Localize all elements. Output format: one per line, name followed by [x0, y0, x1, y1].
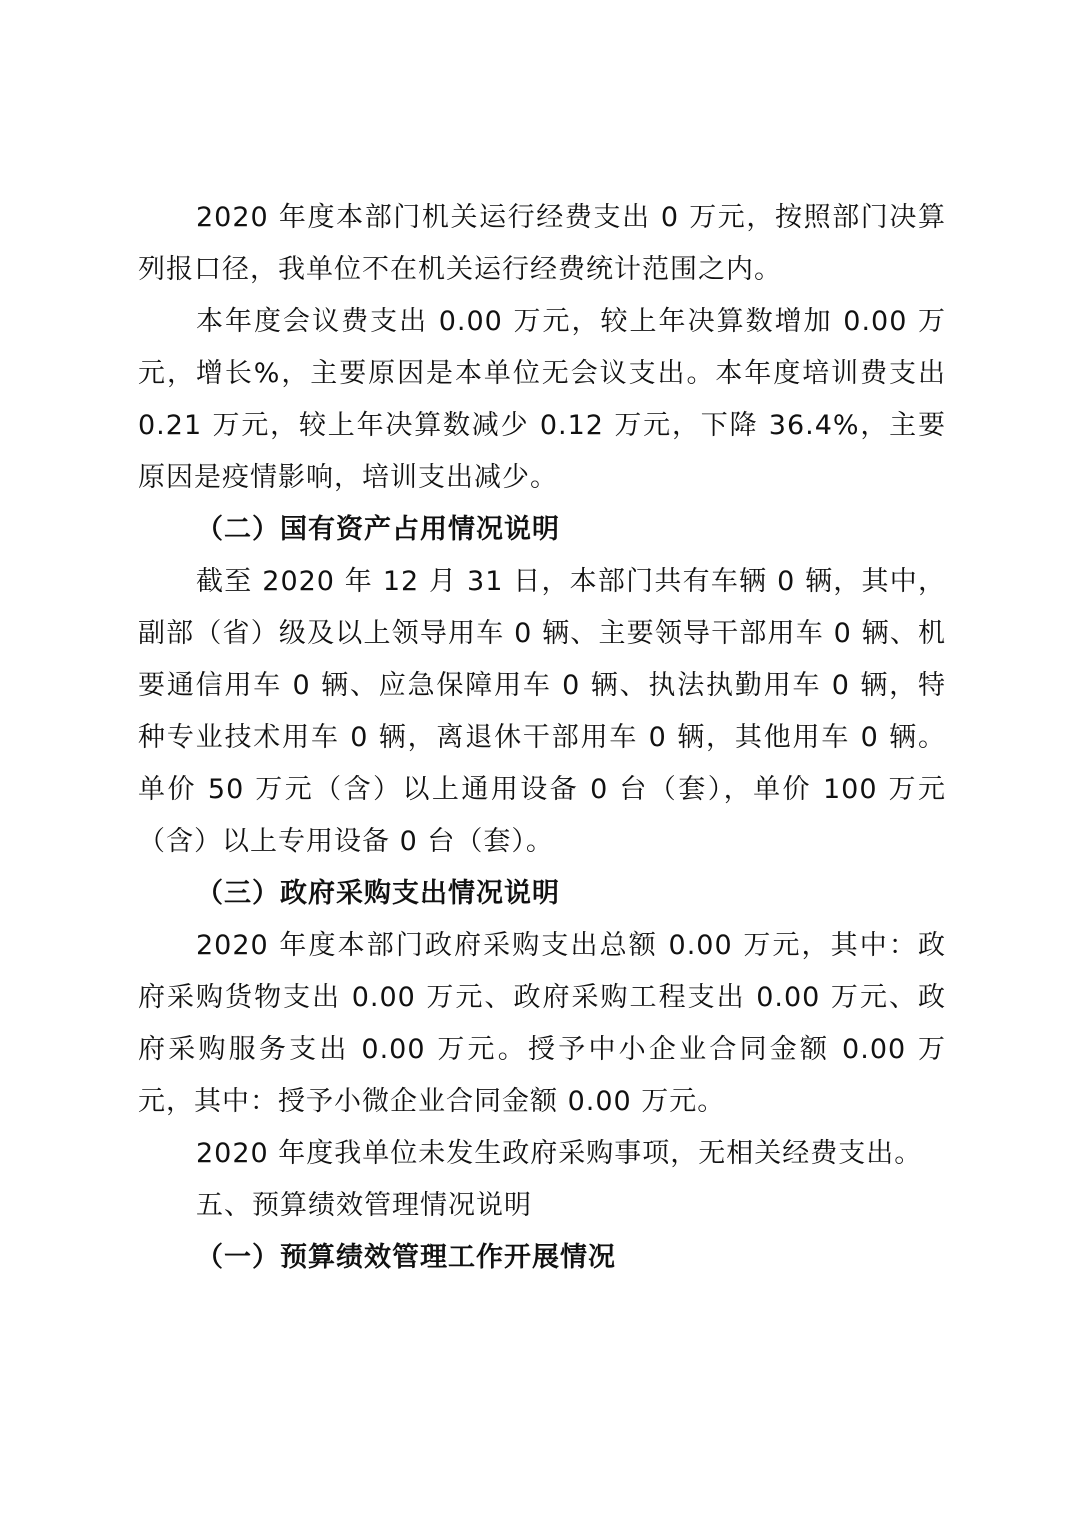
heading-state-assets: （二）国有资产占用情况说明 [196, 514, 560, 545]
paragraph-no-procurement: 2020 年度我单位未发生政府采购事项，无相关经费支出。 [196, 1138, 923, 1169]
heading-government-procurement: （三）政府采购支出情况说明 [196, 878, 560, 909]
paragraph-meeting-training-expenses: 本年度会议费支出 0.00 万元，较上年决算数增加 0.00 万元，增长%，主要原因是本单位无会议支出。本年度培训费支出 0.21 万元，较上年决算数减少 0.12 万元，下降 36.4%，主要原因是疫情影响，培训支出减少。 [138, 306, 946, 493]
paragraph-operating-expenses: 2020 年度本部门机关运行经费支出 0 万元，按照部门决算列报口径，我单位不在机关运行经费统计范围之内。 [138, 202, 946, 285]
heading-budget-performance-work: （一）预算绩效管理工作开展情况 [196, 1242, 616, 1273]
paragraph-state-assets: 截至 2020 年 12 月 31 日，本部门共有车辆 0 辆，其中，副部（省）级及以上领导用车 0 辆、主要领导干部用车 0 辆、机要通信用车 0 辆、应急保障用车 0 辆、执法执勤用车 0 辆，特种专业技术用车 0 辆，离退休干部用车 0 辆，其他用车 0 辆。单价 50 万元（含）以上通用设备 0 台（套），单价 100 万元（含）以上专用设备 0 台（套）。 [138, 566, 946, 857]
paragraph-government-procurement: 2020 年度本部门政府采购支出总额 0.00 万元，其中：政府采购货物支出 0.00 万元、政府采购工程支出 0.00 万元、政府采购服务支出 0.00 万元。授予中小企业合同金额 0.00 万元，其中：授予小微企业合同金额 0.00 万元。 [138, 930, 946, 1117]
heading-budget-performance: 五、预算绩效管理情况说明 [196, 1190, 532, 1221]
document-body [138, 192, 946, 1284]
